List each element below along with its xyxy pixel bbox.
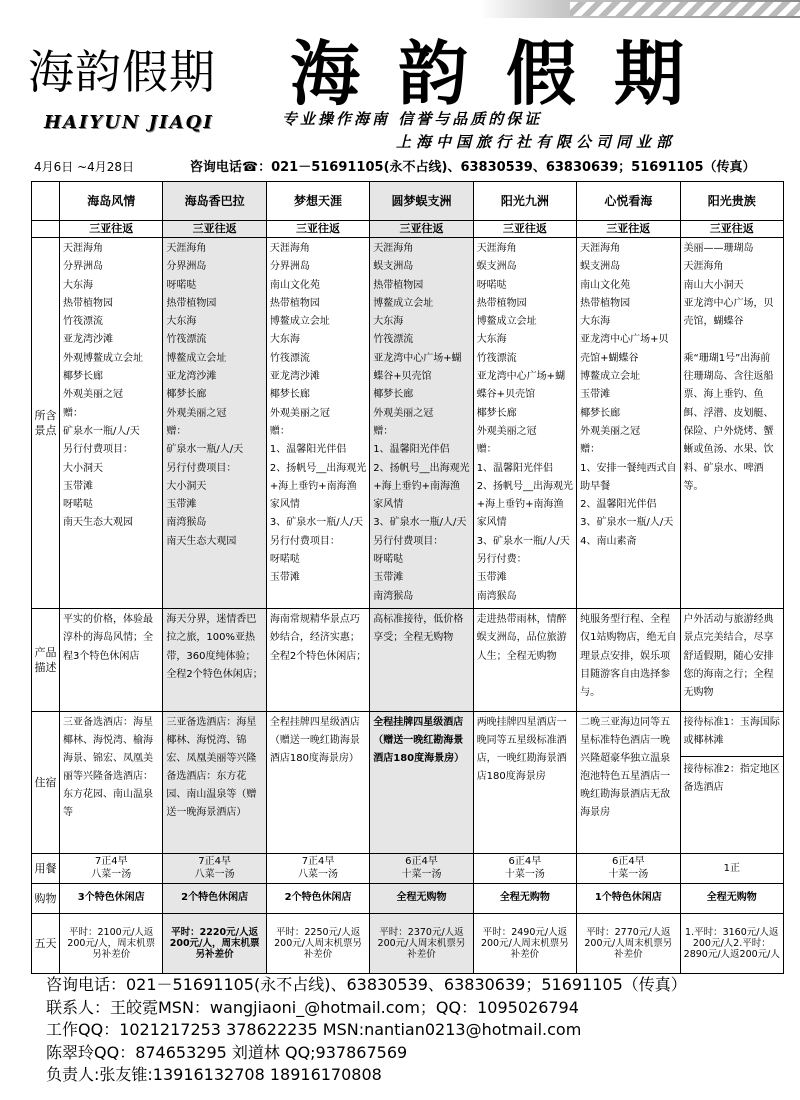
sight-item: 大东海: [269, 334, 300, 346]
sight-item: 热带植物园: [63, 297, 113, 309]
price-cell: 平时：2490元/人返200元/人周末机票另补差价: [473, 913, 576, 973]
row-label-sights: 所含景点: [32, 238, 60, 609]
shop-cell: 全程无购物: [370, 883, 473, 913]
sight-item: 呀喏哒: [63, 499, 93, 511]
sight-item: 玉带滩: [63, 480, 93, 492]
sight-item: 外观美丽之冠: [580, 425, 641, 437]
sight-item: 赠：: [269, 425, 290, 437]
column-header: 心悦看海: [577, 182, 680, 221]
sight-item: 外观博鳌成立会址: [63, 352, 143, 364]
sight-item: 天涯海角: [683, 261, 724, 273]
shop-cell: 全程无购物: [680, 883, 783, 913]
consult-phone: 咨询电话☎：021－51691105(永不占线)、63830539、63830639；51691105（传真）: [189, 160, 756, 175]
sight-item: 博鳌成立会址: [580, 371, 641, 383]
sight-item: 亚龙湾中心广场+贝壳馆+蝴蝶谷: [580, 334, 669, 364]
sight-item: 3、矿泉水一瓶/人/天: [373, 517, 467, 529]
meal-standard: 八菜一汤: [91, 869, 132, 881]
meal-standard: 八菜一汤: [298, 869, 339, 881]
sight-item: 天涯海角: [476, 243, 517, 254]
sight-item: 大小洞天: [63, 462, 103, 474]
sight-item: 椰梦长廊: [63, 371, 103, 383]
info-line: [34, 156, 756, 175]
column-header: 梦想天涯: [266, 182, 369, 221]
column-header: 海岛香巴拉: [163, 182, 266, 221]
column-header: 阳光贵族: [680, 182, 783, 221]
shop-row: [32, 883, 784, 913]
contact-footer: [46, 974, 687, 1087]
sight-item: 赠：: [580, 444, 601, 456]
company-name: 上海中国旅行社有限公司同业部: [396, 133, 677, 151]
meal-cell: [473, 853, 576, 883]
sight-item: 呀喏哒: [476, 279, 507, 291]
sight-item: 4、南山素斋: [580, 535, 637, 547]
sight-item: 分界洲岛: [63, 261, 103, 273]
hotel-cell: 三亚备选酒店：海星椰林、海悦湾、榆海海景、锦宏、凤凰美丽等兴隆备选酒店：东方花园、南山温泉等: [60, 711, 163, 853]
sight-item: 博鳌成立会址: [476, 316, 537, 328]
meal-cell: [163, 853, 266, 883]
sight-item: 另行付费项目：: [373, 535, 444, 547]
price-cell: 平时：2250元/人返200元/人周末机票另补差价: [266, 913, 369, 973]
meal-standard: 十菜一汤: [608, 869, 649, 881]
sight-item: 南山文化苑: [269, 279, 320, 291]
sight-item: 天涯海角: [63, 243, 103, 254]
sight-item: 竹筏漂流: [476, 352, 517, 364]
sight-item: 外观美丽之冠: [166, 407, 227, 419]
date-range: 4月6日 ~4月28日: [34, 160, 135, 174]
price-row: [32, 913, 784, 973]
sight-item: [684, 331, 780, 349]
sight-item: 赠：: [476, 444, 497, 456]
shop-cell: 1个特色休闲店: [577, 883, 680, 913]
price-cell: 平时：2370元/人返200元/人周末机票另补差价: [370, 913, 473, 973]
row-label-meal: 用餐: [32, 853, 60, 883]
sight-item: 分界洲岛: [166, 261, 207, 273]
sight-item: 乘“珊瑚1号”出海前往珊瑚岛、含往返船票、海上垂钓、鱼餌、浮潜、皮划艇、保险、户外烧烤、蟹蜥或鱼汤、水果、饮料、矿泉水、啤酒等。: [683, 352, 774, 492]
sight-item: 赠：: [63, 407, 83, 419]
sight-item: 外观美丽之冠: [476, 425, 537, 437]
sight-item: 1、温馨阳光伴侣: [269, 444, 347, 456]
sight-item: 亚龙湾中心广场，贝壳馆，蝴蝶谷: [683, 297, 774, 328]
sight-item: 外观美丽之冠: [63, 389, 123, 401]
sight-item: 蜈支洲岛: [580, 261, 621, 273]
meal-count: 7正4早: [301, 856, 335, 868]
sight-item: 矿泉水一瓶/人/天: [166, 444, 244, 456]
sight-item: 玉带滩: [580, 389, 611, 401]
brand-english: HAIYUN JIAQI: [44, 112, 214, 133]
meal-count: 7正4早: [94, 856, 128, 868]
meal-row: [32, 853, 784, 883]
sight-item: 天涯海角: [269, 243, 310, 254]
sight-item: 南山大小洞天: [683, 279, 744, 291]
meal-cell: [370, 853, 473, 883]
sight-item: 3、矿泉水一瓶/人/天: [580, 517, 674, 529]
sights-cell: [680, 238, 783, 609]
desc-cell: 纯服务型行程、全程仅1站购物店，绝无自理景点安排，娱乐项目随游客自由选择参与。: [577, 608, 680, 711]
shop-cell: 2个特色休闲店: [266, 883, 369, 913]
sight-item: 呀喏哒: [269, 554, 300, 566]
sight-item: 南山文化苑: [580, 279, 631, 291]
shop-cell: 3个特色休闲店: [60, 883, 163, 913]
meal-standard: 十菜一汤: [504, 869, 545, 881]
footer-other-qq: 陈翠玲QQ：874653295 刘道林 QQ;937867569: [46, 1042, 408, 1062]
sights-cell: [266, 238, 369, 609]
sight-item: 南湾猴岛: [476, 590, 517, 602]
row-label-hotel: 住宿: [32, 711, 60, 853]
sight-item: 亚龙湾沙滩: [269, 371, 320, 383]
sight-item: 2、扬帆号__出海观光+海上垂钓+南海渔家风情: [269, 462, 367, 511]
sight-item: 3、矿泉水一瓶/人/天: [476, 535, 570, 547]
sight-item: 玉带滩: [269, 572, 300, 584]
tour-table: [31, 181, 784, 974]
sight-item: 南天生态大观园: [63, 517, 133, 529]
meal-standard: 八菜一汤: [194, 869, 235, 881]
sight-item: 热带植物园: [269, 297, 320, 309]
sight-item: 3、矿泉水一瓶/人/天: [269, 517, 363, 529]
sight-item: 赠：: [373, 425, 394, 437]
sight-item: 玉带滩: [476, 572, 507, 584]
sight-item: 竹筏漂流: [373, 334, 414, 346]
sights-row: [32, 238, 784, 609]
route-cell: 三亚往返: [577, 221, 680, 238]
sight-item: 大东海: [476, 334, 507, 346]
desc-cell: 海南常规精华景点巧妙结合，经济实惠；全程2个特色休闲店；: [266, 608, 369, 711]
route-cell: 三亚往返: [266, 221, 369, 238]
sight-item: 另行付费：: [476, 554, 527, 566]
sight-item: 另行付费项目：: [269, 535, 340, 547]
sights-cell: [473, 238, 576, 609]
hotel-row: [32, 711, 784, 853]
sight-item: 博鳌成立会址: [166, 352, 227, 364]
sight-item: 大东海: [373, 316, 404, 328]
sight-item: 亚龙湾沙滩: [166, 371, 217, 383]
row-label-desc: 产品描述: [32, 608, 60, 711]
sight-item: 亚龙湾中心广场+蝴蝶谷+贝壳馆: [476, 371, 566, 401]
sight-item: 2、温馨阳光伴侣: [580, 499, 657, 511]
route-cell: 三亚往返: [473, 221, 576, 238]
sight-item: 天涯海角: [373, 243, 414, 254]
footer-contact: 联系人：王皎霓MSN：wangjiaoni_@hotmail.com；QQ：1095026794: [46, 997, 579, 1017]
meal-cell: [577, 853, 680, 883]
desc-cell: 走进热带雨林，情醉蜈支洲岛，品位旅游人生；全程无购物: [473, 608, 576, 711]
sight-item: 大东海: [63, 279, 93, 291]
hotel-cell: 二晚三亚海边同等五星标准特色酒店一晚兴隆超豪华独立温泉泡池特色五星酒店一晚红勘海景酒店无敌海景房: [577, 711, 680, 853]
sight-item: 另行付费项目：: [166, 462, 237, 474]
sight-item: 热带植物园: [166, 297, 217, 309]
meal-count: 6正4早: [405, 856, 438, 868]
sight-item: 玉带滩: [166, 499, 197, 511]
sight-item: 热带植物园: [580, 297, 631, 309]
route-label-cell: [32, 221, 60, 238]
sights-cell: [60, 238, 163, 609]
meal-count: 6正4早: [611, 856, 645, 868]
route-cell: 三亚往返: [680, 221, 783, 238]
sight-item: 另行付费项目：: [63, 444, 133, 456]
footer-manager: 负责人:张友锥:13916132708 18916170808: [46, 1065, 382, 1084]
shop-cell: 全程无购物: [473, 883, 576, 913]
sight-item: 呀喏哒: [373, 554, 404, 566]
sight-item: 大小洞天: [166, 480, 207, 492]
sight-item: 椰梦长廊: [373, 389, 414, 401]
sight-item: 椰梦长廊: [580, 407, 621, 419]
sight-item: 赠：: [166, 425, 187, 437]
sight-item: 椰梦长廊: [269, 389, 310, 401]
price-cell: 平时：2220元/人返200元/人，周末机票另补差价: [163, 913, 266, 973]
row-label-shop: 购物: [32, 883, 60, 913]
sight-item: 2、扬帆号__出海观光+海上垂钓+南海渔家风情: [476, 480, 574, 529]
sight-item: 博鳌成立会址: [373, 297, 434, 309]
meal-standard: 十菜一汤: [401, 869, 442, 881]
footer-work-qq: 工作QQ：1021217253 378622235 MSN:nantian0213@hotmail.com: [46, 1020, 582, 1039]
shop-cell: 2个特色休闲店: [163, 883, 266, 913]
sight-item: 蜈支洲岛: [476, 261, 517, 273]
sight-item: 2、扬帆号__出海观光+海上垂钓+南海渔家风情: [373, 462, 470, 511]
sight-item: 外观美丽之冠: [373, 407, 434, 419]
desc-cell: 海天分界，迷情香巴拉之旅，100%亚热带，360度纯体验；全程2个特色休闲店；: [163, 608, 266, 711]
brand-logo-calligraphy: 海韵假期: [290, 32, 722, 115]
sight-item: 玉带滩: [373, 572, 404, 584]
route-cell: 三亚往返: [370, 221, 473, 238]
price-cell: 平时：2100元/人返200元/人，周末机票另补差价: [60, 913, 163, 973]
price-cell: 平时：2770元/人返200元/人周末机票另补差价: [577, 913, 680, 973]
row-label-price: 五天: [32, 913, 60, 973]
hotel-standard-1: 接待标准1：玉海国际或椰林滩: [683, 716, 780, 746]
meal-cell: [680, 853, 783, 883]
hotel-cell: 两晚挂牌四星酒店一晚同等五星级标准酒店，一晚红勘海景酒店180度海景房: [473, 711, 576, 853]
brand-logo-small: 海韵假期: [28, 45, 216, 99]
sight-item: 南湾猴岛: [166, 517, 207, 529]
top-banner-stripes: [570, 2, 800, 16]
sight-item: 1、温馨阳光伴侣: [373, 444, 450, 456]
hotel-cell: 全程挂牌四星级酒店（赠送一晚红勘海景酒店180度海景房）: [370, 711, 473, 853]
route-cell: 三亚往返: [163, 221, 266, 238]
sight-item: 热带植物园: [476, 297, 527, 309]
sights-cell: [370, 238, 473, 609]
sights-cell: [577, 238, 680, 609]
meal-cell: [60, 853, 163, 883]
hotel-cell: 全程挂牌四星级酒店（赠送一晚红勘海景酒店180度海景房）: [266, 711, 369, 853]
meal-count: 1正: [723, 862, 740, 874]
sight-item: 呀喏哒: [166, 279, 197, 291]
column-header: 海岛风情: [60, 182, 163, 221]
desc-cell: 户外活动与旅游经典景点完美结合，尽享舒适假期，随心安排您的海南之行；全程无购物: [680, 608, 783, 711]
sights-cell: [163, 238, 266, 609]
sight-item: 天涯海角: [166, 243, 207, 254]
column-header: 阳光九洲: [473, 182, 576, 221]
sight-item: 天涯海角: [580, 243, 621, 254]
hotel-standard-2: 接待标准2：指定地区备选酒店: [681, 756, 783, 797]
meal-cell: [266, 853, 369, 883]
sight-item: 大东海: [166, 316, 197, 328]
sight-item: 分界洲岛: [269, 261, 310, 273]
corner-cell: [32, 182, 60, 221]
column-header: 圆梦蜈支洲: [370, 182, 473, 221]
sight-item: 矿泉水一瓶/人/天: [63, 425, 140, 437]
sight-item: 亚龙湾中心广场+蝴蝶谷+贝壳馆: [373, 352, 462, 383]
meal-count: 6正4早: [508, 856, 542, 868]
sight-item: 椰梦长廊: [476, 407, 517, 419]
sight-item: 椰梦长廊: [166, 389, 207, 401]
sight-item: 竹筏漂流: [63, 316, 103, 328]
sight-item: 美丽——珊瑚岛: [683, 243, 754, 254]
sight-item: 热带植物园: [373, 279, 424, 291]
meal-count: 7正4早: [198, 856, 231, 868]
sight-item: 1、温馨阳光伴侣: [476, 462, 554, 474]
hotel-cell: 三亚备选酒店：海星椰林、海悦湾、锦宏、凤凰美丽等兴隆备选酒店：东方花园、南山温泉等（赠送一晚海景酒店）: [163, 711, 266, 853]
desc-row: [32, 608, 784, 711]
sight-item: 亚龙湾沙滩: [63, 334, 113, 346]
sight-item: 竹筏漂流: [166, 334, 207, 346]
sight-item: 博鳌成立会址: [269, 316, 330, 328]
desc-cell: 高标准接待，低价格享受；全程无购物: [370, 608, 473, 711]
sight-item: 外观美丽之冠: [269, 407, 330, 419]
route-row: [32, 221, 784, 238]
sight-item: 1、安排一餐纯西式自助早餐: [580, 462, 677, 492]
footer-phone: 咨询电话：021－51691105(永不占线)、63830539、63830639；51691105（传真）: [46, 975, 687, 994]
hotel-cell-last: [680, 711, 783, 853]
slogan: 专业操作海南 信誉与品质的保证: [282, 110, 543, 128]
sight-item: 南天生态大观园: [166, 535, 237, 547]
sight-item: 蜈支洲岛: [373, 261, 414, 273]
sight-item: 竹筏漂流: [269, 352, 310, 364]
table-header-row: [32, 182, 784, 221]
price-cell: 1.平时：3160元/人返200元/人2.平时：2890元/人返200元/人: [680, 913, 783, 973]
route-cell: 三亚往返: [60, 221, 163, 238]
sight-item: 南湾猴岛: [373, 590, 414, 602]
sight-item: 大东海: [580, 316, 611, 328]
desc-cell: 平实的价格，体验最淳朴的海岛风情；全程3个特色休闲店: [60, 608, 163, 711]
